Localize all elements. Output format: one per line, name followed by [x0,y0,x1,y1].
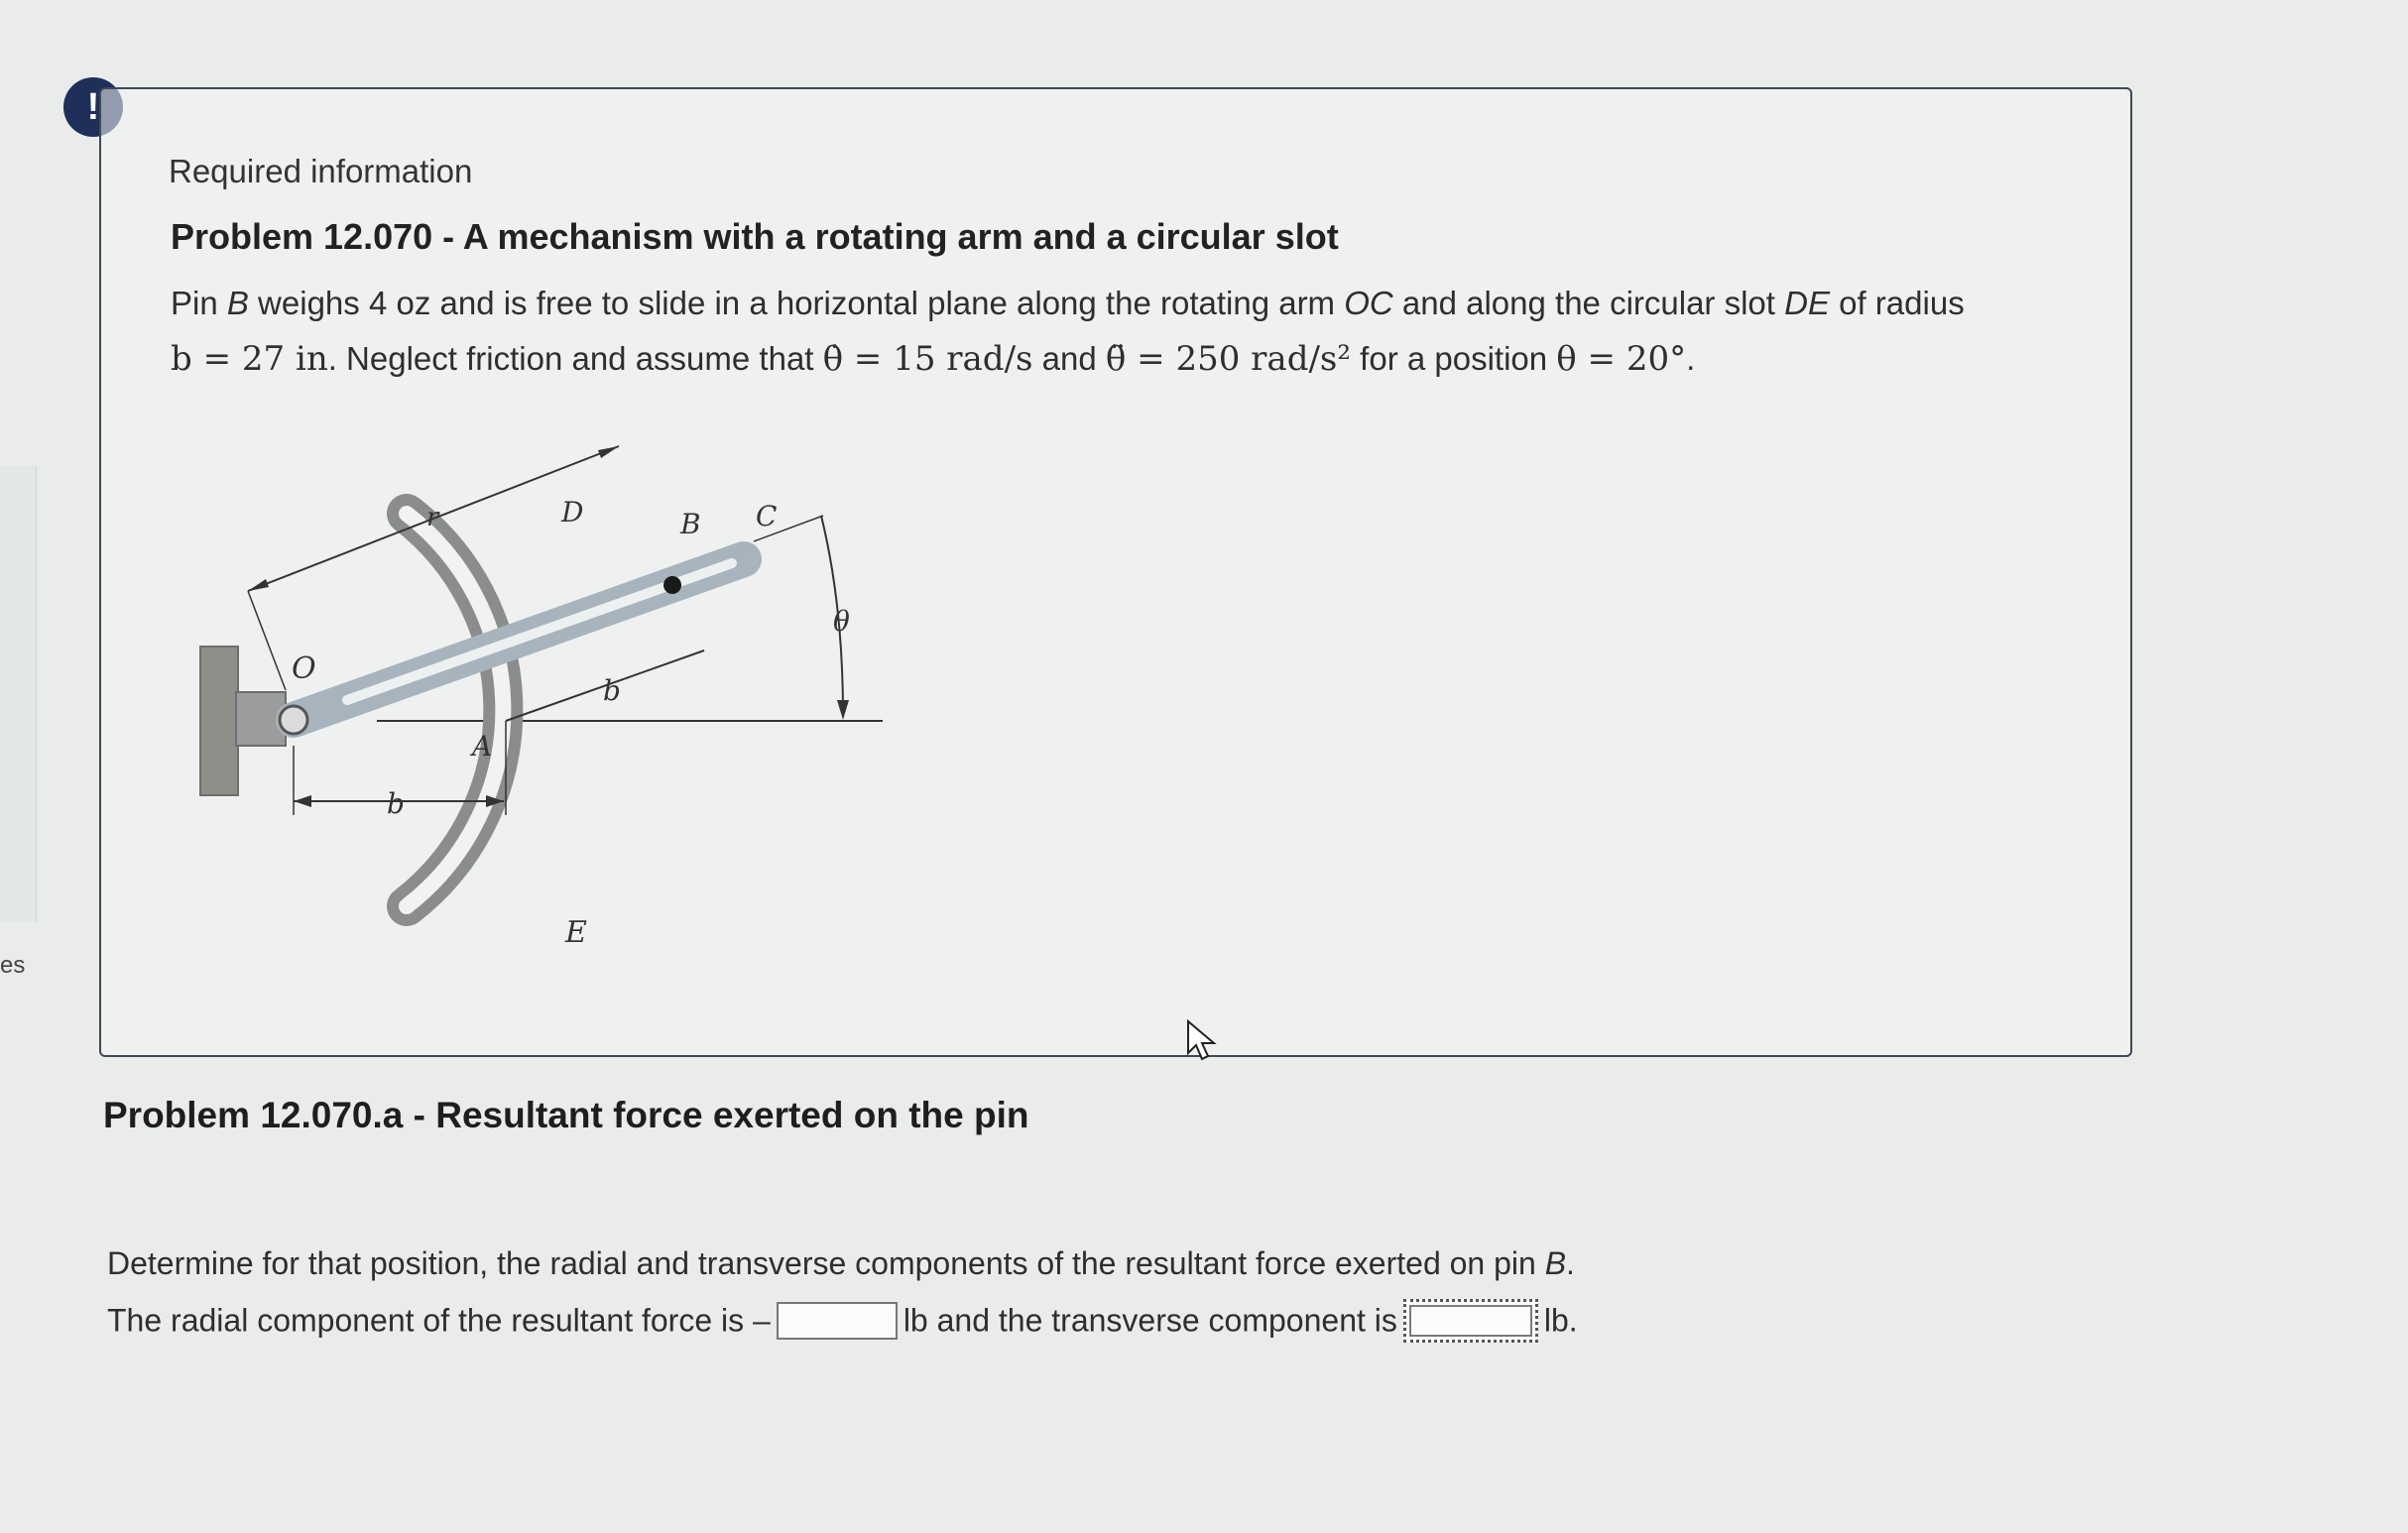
label-d: D [561,496,584,529]
required-information-label: Required information [169,153,473,189]
left-panel-edge [0,466,37,922]
answer-line [107,1299,1578,1343]
angular-velocity-expression: θ̇ = 15 rad/s [822,339,1033,379]
mouse-pointer-icon [1186,1019,1220,1063]
part-a-question: Determine for that position, the radial and transverse components of the resultant force exerted on pin B. [107,1245,1575,1281]
label-e: E [565,915,587,950]
b-base-arrow-left [294,795,311,807]
question-pin-label: B [1544,1245,1567,1281]
angle-expression: θ = 20° [1556,339,1687,379]
problem-description: Pin B weighs 4 oz and is free to slide in a horizontal plane along the rotating arm OC and along the circular slot DE of radius b = 27 in. Neglect friction and assume that θ̇ = 15 rad/s and θ̈ = 250 rad/s² for a position θ = 20°. [171,285,1965,379]
radius-expression: b = 27 in [171,339,328,379]
label-theta: θ [833,605,850,638]
label-b-slot: b [603,674,621,707]
angular-acceleration-expression: θ̈ = 250 rad/s² [1105,339,1351,379]
pin-b [663,576,681,594]
problem-title: Problem 12.070 - A mechanism with a rotating arm and a circular slot [171,216,1339,257]
label-a: A [472,730,493,763]
r-arrow-left [248,579,269,591]
label-b-base: b [387,787,405,820]
theta-arrow [837,700,849,720]
r-extension-line [248,591,286,690]
alert-icon: ! [63,77,123,137]
label-o: O [292,651,316,686]
pivot-o [280,706,307,734]
radial-component-input[interactable] [777,1302,898,1340]
transverse-unit-text: lb. [1543,1302,1578,1339]
left-panel-fragment-text: es [0,952,26,979]
r-arrow-right [598,446,619,458]
label-r: r [426,503,439,532]
part-a-title: Problem 12.070.a - Resultant force exerted on the pin [103,1095,1029,1135]
mechanism-figure [188,426,903,962]
pin-label: B [226,285,249,321]
wall-support [200,647,238,795]
radial-prefix-text: The radial component of the resultant force is – [107,1302,771,1339]
label-c: C [756,500,778,532]
label-b-pin: B [680,508,701,540]
slot-label: DE [1784,285,1830,321]
radial-unit-text: lb and the transverse component is [903,1302,1397,1339]
arm-label: OC [1344,285,1393,321]
transverse-component-input[interactable] [1403,1299,1538,1343]
